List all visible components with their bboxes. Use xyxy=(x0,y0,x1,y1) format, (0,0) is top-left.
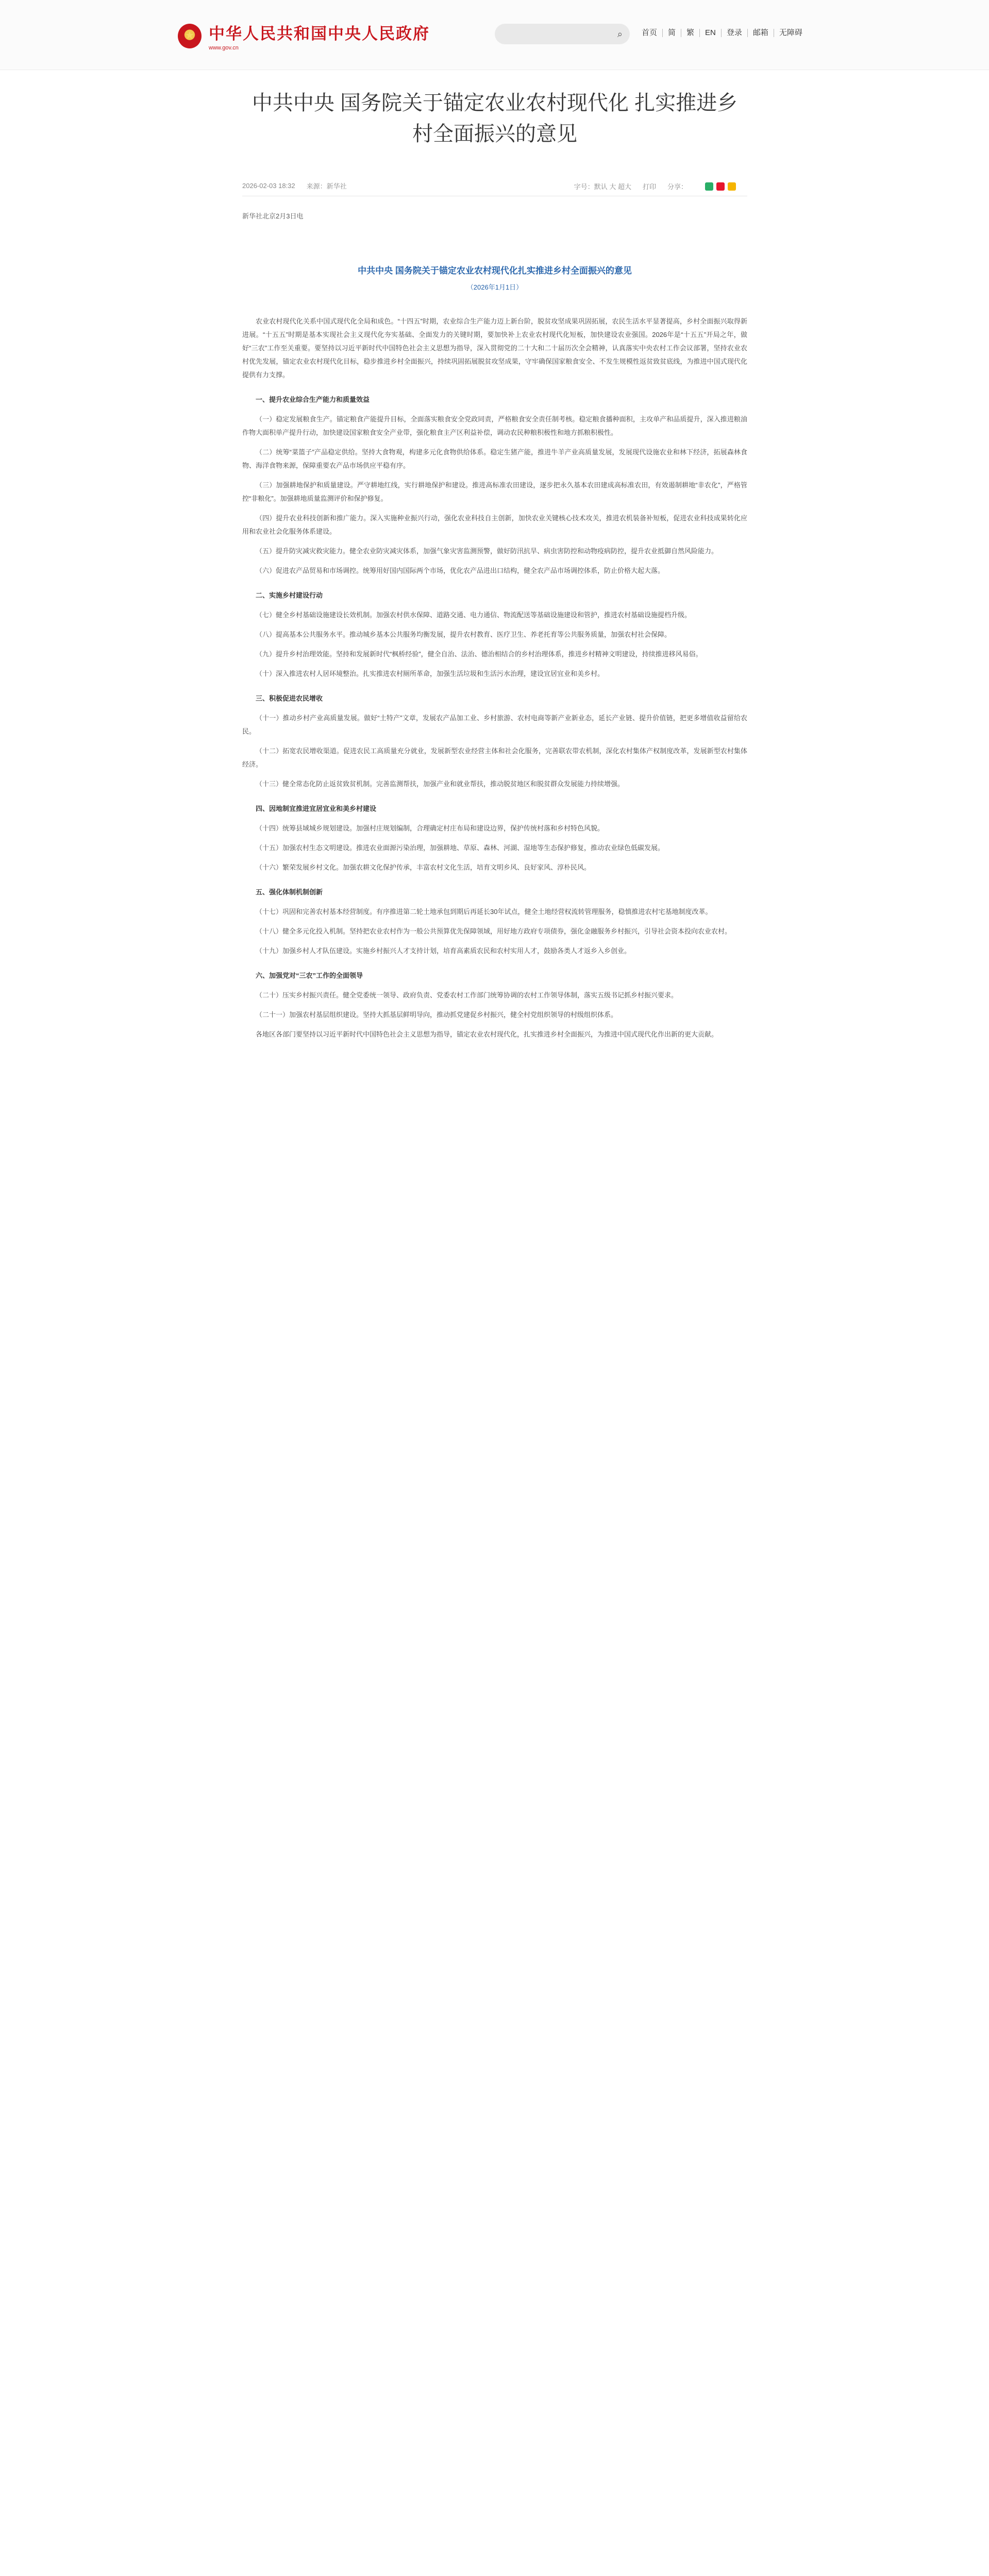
article-content xyxy=(242,210,747,1041)
nav-accessibility[interactable]: 无障碍 xyxy=(779,28,802,37)
section-heading: 四、因地制宜推进宜居宜业和美乡村建设 xyxy=(256,805,377,812)
section-paragraph: （十二）拓宽农民增收渠道。促进农民工高质量充分就业，发展新型农业经营主体和社会化服务，完善联农带农机制，深化农村集体产权制度改革，发展新型农村集体经济。 xyxy=(242,747,747,768)
top-header xyxy=(0,0,989,70)
section-paragraph: （十九）加强乡村人才队伍建设。实施乡村振兴人才支持计划，培育高素质农民和农村实用人才，鼓励各类人才返乡入乡创业。 xyxy=(256,947,631,955)
section-paragraph: （五）提升防灾减灾救灾能力。健全农业防灾减灾体系，加强气象灾害监测预警，做好防汛抗旱、病虫害防控和动物疫病防控，提升农业抵御自然风险能力。 xyxy=(256,547,718,555)
search-icon[interactable]: ⌕ xyxy=(617,29,623,39)
share-label: 分享： xyxy=(667,183,688,191)
section-heading: 五、强化体制机制创新 xyxy=(256,888,323,896)
section-paragraph: （二十）压实乡村振兴责任。健全党委统一领导、政府负责、党委农村工作部门统筹协调的农村工作领导体制，落实五级书记抓乡村振兴要求。 xyxy=(256,991,678,999)
font-size-control[interactable]: 字号：默认 大 超大 xyxy=(574,183,631,191)
section-paragraph: （九）提升乡村治理效能。坚持和发展新时代“枫桥经验”，健全自治、法治、德治相结合的乡村治理体系，推进乡村精神文明建设，持续推进移风易俗。 xyxy=(256,650,702,658)
nav-traditional[interactable]: 繁 xyxy=(681,29,700,37)
document-date: （2026年1月1日） xyxy=(466,283,523,291)
section-paragraph: （八）提高基本公共服务水平。推动城乡基本公共服务均衡发展，提升农村教育、医疗卫生、养老托育等公共服务质量，加强农村社会保障。 xyxy=(256,631,672,638)
site-domain: www.gov.cn xyxy=(209,45,239,51)
section-heading: 二、实施乡村建设行动 xyxy=(256,591,323,599)
article-title: 中共中央 国务院关于锚定农业农村现代化 扎实推进乡村全面振兴的意见 xyxy=(252,92,738,145)
article-source: 来源：新华社 xyxy=(306,182,347,190)
section-paragraph: （十八）健全多元化投入机制。坚持把农业农村作为一般公共预算优先保障领域，用好地方政府专项债券，强化金融服务乡村振兴，引导社会资本投向农业农村。 xyxy=(256,927,732,935)
section-paragraph: （十五）加强农村生态文明建设。推进农业面源污染治理，加强耕地、草原、森林、河湖、湿地等生态保护修复，推动农业绿色低碳发展。 xyxy=(256,844,665,852)
article xyxy=(242,88,747,1047)
section-paragraph: （十三）健全常态化防止返贫致贫机制。完善监测帮扶，加强产业和就业帮扶，推动脱贫地区和脱贫群众发展能力持续增强。 xyxy=(256,780,625,788)
section-heading: 三、积极促进农民增收 xyxy=(256,694,323,702)
section-paragraph: （十七）巩固和完善农村基本经营制度。有序推进第二轮土地承包到期后再延长30年试点，健全土地经营权流转管理服务，稳慎推进农村宅基地制度改革。 xyxy=(256,908,712,916)
byline: 新华社北京2月3日电 xyxy=(242,212,304,220)
section-paragraph: 各地区各部门要坚持以习近平新时代中国特色社会主义思想为指导，锚定农业农村现代化，扎实推进乡村全面振兴，为推进中国式现代化作出新的更大贡献。 xyxy=(256,1030,718,1038)
weibo-share-icon[interactable] xyxy=(716,182,725,191)
nav-mail[interactable]: 邮箱 xyxy=(748,29,774,37)
section-paragraph: （一）稳定发展粮食生产。锚定粮食产能提升目标，全面落实粮食安全党政同责，严格粮食安全责任制考核。稳定粮食播种面积，主攻单产和品质提升，深入推进粮油作物大面积单产提升行动，加快建设国家粮食安全产业带，强化粮食主产区利益补偿，调动农民种粮积极性和地方抓粮积极性。 xyxy=(242,415,747,436)
section-heading: 一、提升农业综合生产能力和质量效益 xyxy=(256,396,370,403)
nav-home[interactable]: 首页 xyxy=(636,29,663,37)
intro-paragraph: 农业农村现代化关系中国式现代化全局和成色。“十四五”时期，农业综合生产能力迈上新台阶，脱贫攻坚成果巩固拓展，农民生活水平显著提高，乡村全面振兴取得新进展。“十五五”时期是基本实现社会主义现代化夯实基础、全面发力的关键时期，要加快补上农业农村现代化短板，加快建设农业强国。2026年是“十五五”开局之年，做好“三农”工作至关重要。要坚持以习近平新时代中国特色社会主义思想为指导，深入贯彻党的二十大和二十届历次全会精神，认真落实中央农村工作会议部署，坚持农业农村优先发展，锚定农业农村现代化目标，稳步推进乡村全面振兴，持续巩固拓展脱贫攻坚成果，守牢确保国家粮食安全、不发生规模性返贫致贫底线，为推进中国式现代化提供有力支撑。 xyxy=(242,317,747,379)
section-paragraph: （二）统筹“菜篮子”产品稳定供给。坚持大食物观，构建多元化食物供给体系。稳定生猪产能，推进牛羊产业高质量发展，发展现代设施农业和林下经济，拓展森林食物、海洋食物来源，保障重要农产品市场供应平稳有序。 xyxy=(242,448,747,469)
section-paragraph: （六）促进农产品贸易和市场调控。统筹用好国内国际两个市场，优化农产品进出口结构，健全农产品市场调控体系，防止价格大起大落。 xyxy=(256,567,665,574)
article-meta xyxy=(242,175,747,196)
section-paragraph: （三）加强耕地保护和质量建设。严守耕地红线，实行耕地保护和建设。推进高标准农田建设，逐步把永久基本农田建成高标准农田，有效遏制耕地“非农化”，严格管控“非粮化”。加强耕地质量监测评价和保护修复。 xyxy=(242,481,747,502)
nav-simplified[interactable]: 简 xyxy=(663,29,681,37)
section-paragraph: （十四）统筹县域城乡规划建设。加强村庄规划编制，合理确定村庄布局和建设边界，保护传统村落和乡村特色风貌。 xyxy=(256,824,605,832)
publish-date: 2026-02-03 18:32 xyxy=(242,181,295,190)
nav-login[interactable]: 登录 xyxy=(722,29,748,37)
section-paragraph: （四）提升农业科技创新和推广能力。深入实施种业振兴行动，强化农业科技自主创新，加快农业关键核心技术攻关，推进农机装备补短板，促进农业科技成果转化应用和农业社会化服务体系建设。 xyxy=(242,514,747,535)
national-emblem-icon xyxy=(178,24,202,48)
qzone-share-icon[interactable] xyxy=(728,182,736,191)
search-input[interactable] xyxy=(495,24,630,44)
section-paragraph: （十六）繁荣发展乡村文化。加强农耕文化保护传承，丰富农村文化生活，培育文明乡风、良好家风、淳朴民风。 xyxy=(256,863,591,871)
site-name: 中华人民共和国中央人民政府 xyxy=(209,25,430,43)
top-nav xyxy=(636,29,808,37)
wechat-share-icon[interactable] xyxy=(705,182,713,191)
print-button[interactable]: 打印 xyxy=(642,183,656,191)
section-paragraph: （十）深入推进农村人居环境整治。扎实推进农村厕所革命，加强生活垃圾和生活污水治理，建设宜居宜业和美乡村。 xyxy=(256,670,605,677)
section-paragraph: （七）健全乡村基础设施建设长效机制。加强农村供水保障、道路交通、电力通信、物流配送等基础设施建设和管护，推进农村基础设施提档升级。 xyxy=(256,611,692,619)
section-heading: 六、加强党对“三农”工作的全面领导 xyxy=(256,972,363,979)
document-title: 中共中央 国务院关于锚定农业农村现代化扎实推进乡村全面振兴的意见 xyxy=(358,266,632,276)
section-paragraph: （十一）推动乡村产业高质量发展。做好“土特产”文章，发展农产品加工业、乡村旅游、农村电商等新产业新业态，延长产业链、提升价值链，把更多增值收益留给农民。 xyxy=(242,714,747,735)
article-body xyxy=(242,315,747,1041)
nav-english[interactable]: EN xyxy=(700,29,722,37)
section-paragraph: （二十一）加强农村基层组织建设。坚持大抓基层鲜明导向，推动抓党建促乡村振兴，健全村党组织领导的村级组织体系。 xyxy=(256,1011,618,1019)
site-logo[interactable] xyxy=(178,21,430,51)
